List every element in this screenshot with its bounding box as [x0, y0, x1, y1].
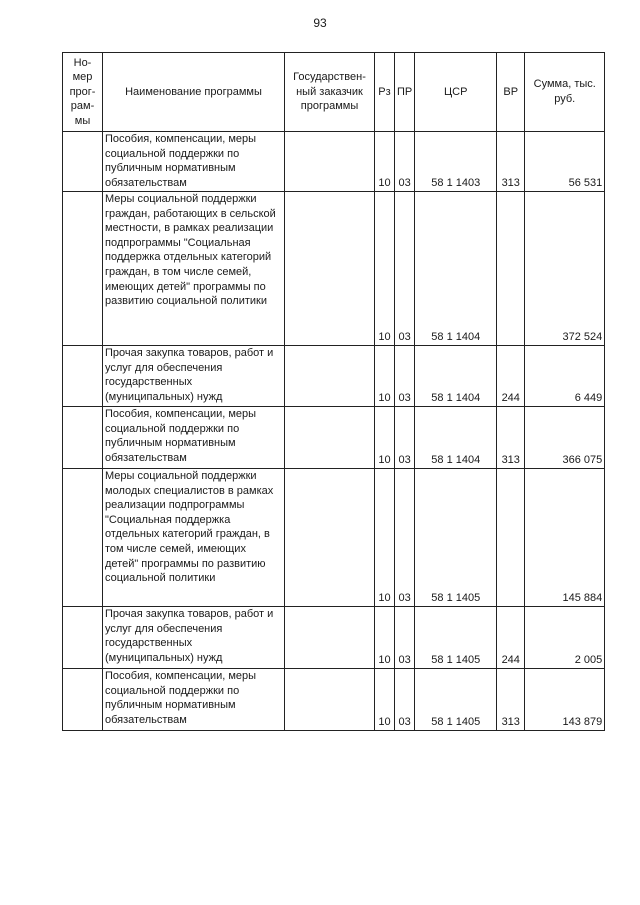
sum-cell: 366 075	[525, 407, 605, 469]
pr-cell: 03	[395, 669, 415, 731]
header-sum: Сумма, тыс. руб.	[525, 53, 605, 132]
rz-cell: 10	[375, 607, 395, 669]
program-number-cell	[63, 607, 103, 669]
vr-cell: 313	[497, 407, 525, 469]
program-name-cell: Меры социальной поддержки молодых специалистов в рамках реализации подпрограммы "Социальная поддержка отдельных категорий граждан, в том числе семей, имеющих детей" программы по развитию социальной политики	[103, 469, 285, 607]
pr-cell: 03	[395, 407, 415, 469]
sum-cell: 2 005	[525, 607, 605, 669]
table-row	[63, 607, 605, 669]
pr-cell: 03	[395, 192, 415, 346]
pr-cell: 03	[395, 132, 415, 192]
program-name-cell: Пособия, компенсации, меры социальной поддержки по публичным нормативным обязательствам	[103, 132, 285, 192]
vr-cell: 313	[497, 132, 525, 192]
vr-cell: 313	[497, 669, 525, 731]
customer-cell	[285, 407, 375, 469]
table-row	[63, 669, 605, 731]
vr-cell	[497, 469, 525, 607]
rz-cell: 10	[375, 407, 395, 469]
customer-cell	[285, 607, 375, 669]
csr-cell: 58 1 1405	[415, 469, 497, 607]
rz-cell: 10	[375, 132, 395, 192]
header-pr: ПР	[395, 53, 415, 132]
customer-cell	[285, 669, 375, 731]
table-row	[63, 407, 605, 469]
program-name-cell: Прочая закупка товаров, работ и услуг для обеспечения государственных (муниципальных) нужд	[103, 607, 285, 669]
vr-cell	[497, 192, 525, 346]
customer-cell	[285, 346, 375, 407]
program-number-cell	[63, 469, 103, 607]
rz-cell: 10	[375, 192, 395, 346]
rz-cell: 10	[375, 346, 395, 407]
header-csr: ЦСР	[415, 53, 497, 132]
csr-cell: 58 1 1405	[415, 669, 497, 731]
table-row	[63, 469, 605, 607]
vr-cell: 244	[497, 607, 525, 669]
program-number-cell	[63, 192, 103, 346]
customer-cell	[285, 132, 375, 192]
sum-cell: 372 524	[525, 192, 605, 346]
csr-cell: 58 1 1404	[415, 407, 497, 469]
program-name-cell: Меры социальной поддержки граждан, работающих в сельской местности, в рамках реализации подпрограммы "Социальная поддержка отдельных категорий граждан, в том числе семей, имеющих детей" программы по развитию социальной политики	[103, 192, 285, 346]
csr-cell: 58 1 1403	[415, 132, 497, 192]
program-number-cell	[63, 669, 103, 731]
table-row	[63, 132, 605, 192]
table-header	[63, 53, 605, 132]
pr-cell: 03	[395, 607, 415, 669]
table-row	[63, 192, 605, 346]
sum-cell: 6 449	[525, 346, 605, 407]
table-row	[63, 346, 605, 407]
csr-cell: 58 1 1405	[415, 607, 497, 669]
program-number-cell	[63, 132, 103, 192]
sum-cell: 145 884	[525, 469, 605, 607]
customer-cell	[285, 192, 375, 346]
csr-cell: 58 1 1404	[415, 192, 497, 346]
header-vr: ВР	[497, 53, 525, 132]
program-name-cell: Пособия, компенсации, меры социальной поддержки по публичным нормативным обязательствам	[103, 407, 285, 469]
pr-cell: 03	[395, 469, 415, 607]
header-program-name: Наименование программы	[103, 53, 285, 132]
customer-cell	[285, 469, 375, 607]
pr-cell: 03	[395, 346, 415, 407]
program-name-cell: Пособия, компенсации, меры социальной поддержки по публичным нормативным обязательствам	[103, 669, 285, 731]
page-number: 93	[313, 16, 327, 30]
header-rz: Рз	[375, 53, 395, 132]
sum-cell: 143 879	[525, 669, 605, 731]
csr-cell: 58 1 1404	[415, 346, 497, 407]
budget-table	[62, 52, 605, 731]
program-number-cell	[63, 407, 103, 469]
rz-cell: 10	[375, 469, 395, 607]
header-customer: Государствен-ный заказчик программы	[285, 53, 375, 132]
program-number-cell	[63, 346, 103, 407]
sum-cell: 56 531	[525, 132, 605, 192]
rz-cell: 10	[375, 669, 395, 731]
program-name-cell: Прочая закупка товаров, работ и услуг для обеспечения государственных (муниципальных) нужд	[103, 346, 285, 407]
vr-cell: 244	[497, 346, 525, 407]
header-program-number: Но-мер прог-рам-мы	[63, 53, 103, 132]
